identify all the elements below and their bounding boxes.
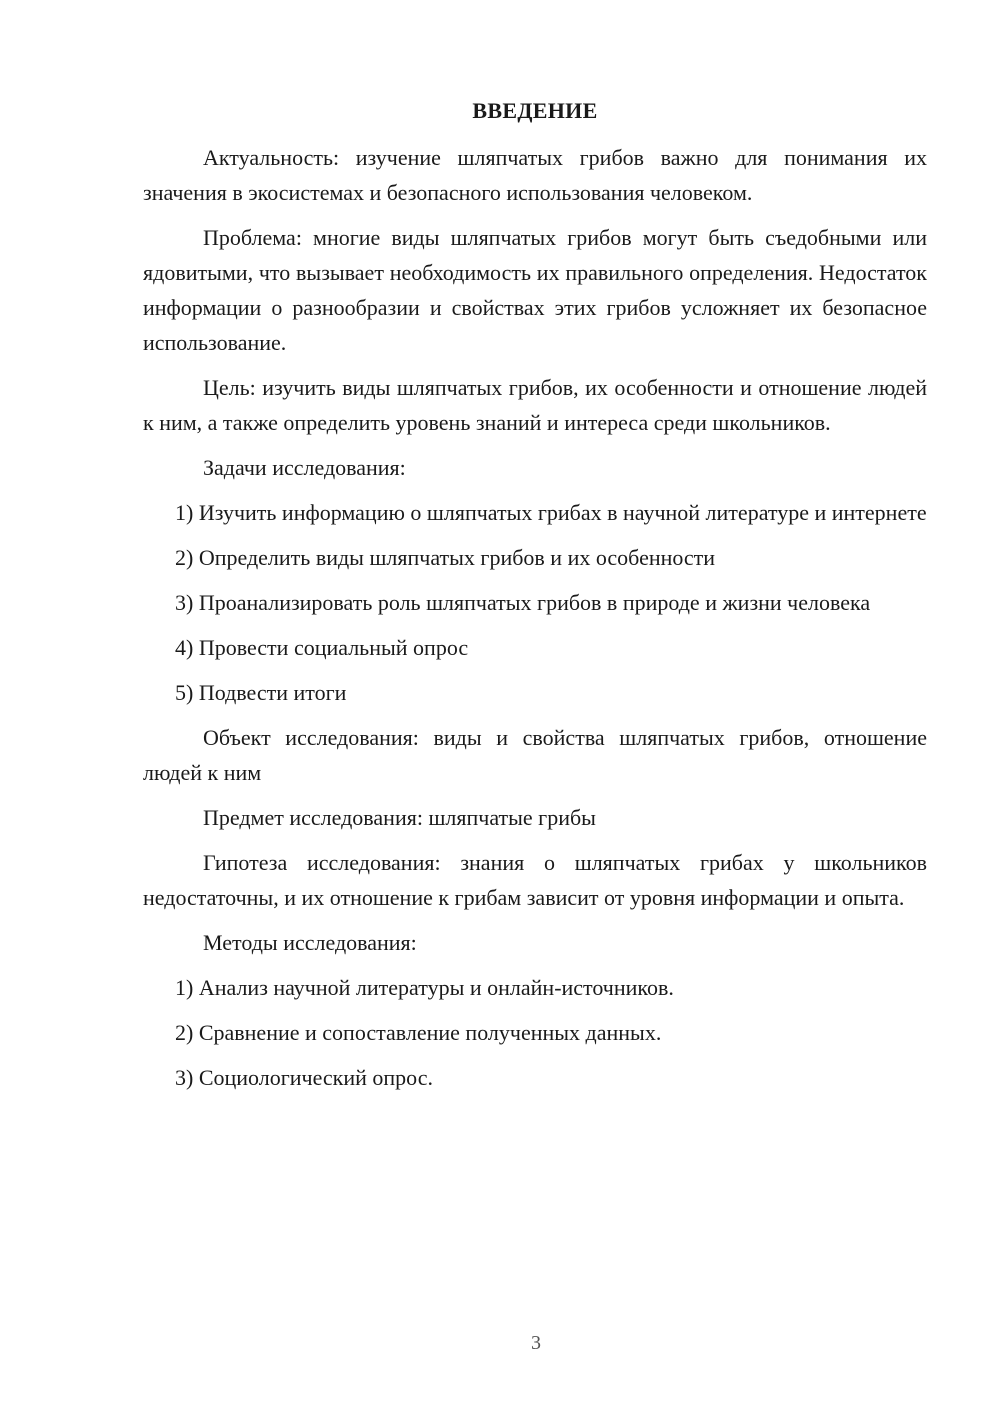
method-item: 1) Анализ научной литературы и онлайн-источников. — [175, 975, 674, 1000]
page-number: 3 — [531, 1332, 541, 1354]
relevance-paragraph: Актуальность: изучение шляпчатых грибов важно для понимания их значения в экосистемах и безопасного использования человеком. — [143, 145, 927, 205]
subject-paragraph: Предмет исследования: шляпчатые грибы — [203, 805, 596, 830]
section-title: ВВЕДЕНИЕ — [472, 98, 598, 123]
goal-paragraph: Цель: изучить виды шляпчатых грибов, их особенности и отношение людей к ним, а также определить уровень знаний и интереса среди школьников. — [143, 375, 927, 435]
methods-heading: Методы исследования: — [203, 930, 417, 955]
tasks-heading: Задачи исследования: — [203, 455, 406, 480]
document-page — [143, 96, 927, 1105]
object-paragraph: Объект исследования: виды и свойства шляпчатых грибов, отношение людей к ним — [143, 725, 927, 785]
problem-paragraph: Проблема: многие виды шляпчатых грибов могут быть съедобными или ядовитыми, что вызывает необходимость их правильного определения. Недостаток информации о разнообразии и свойствах этих грибов усложняет их безопасное использование. — [143, 225, 927, 355]
task-item: 4) Провести социальный опрос — [175, 635, 469, 660]
task-item: 5) Подвести итоги — [175, 680, 347, 705]
task-item: 3) Проанализировать роль шляпчатых грибов в природе и жизни человека — [175, 590, 871, 615]
method-item: 2) Сравнение и сопоставление полученных данных. — [175, 1020, 662, 1045]
task-item: 2) Определить виды шляпчатых грибов и их особенности — [175, 545, 716, 570]
method-item: 3) Социологический опрос. — [175, 1065, 433, 1090]
hypothesis-paragraph: Гипотеза исследования: знания о шляпчатых грибах у школьников недостаточны, и их отношение к грибам зависит от уровня информации и опыта. — [143, 850, 927, 910]
task-item: 1) Изучить информацию о шляпчатых грибах в научной литературе и интернете — [175, 500, 927, 525]
